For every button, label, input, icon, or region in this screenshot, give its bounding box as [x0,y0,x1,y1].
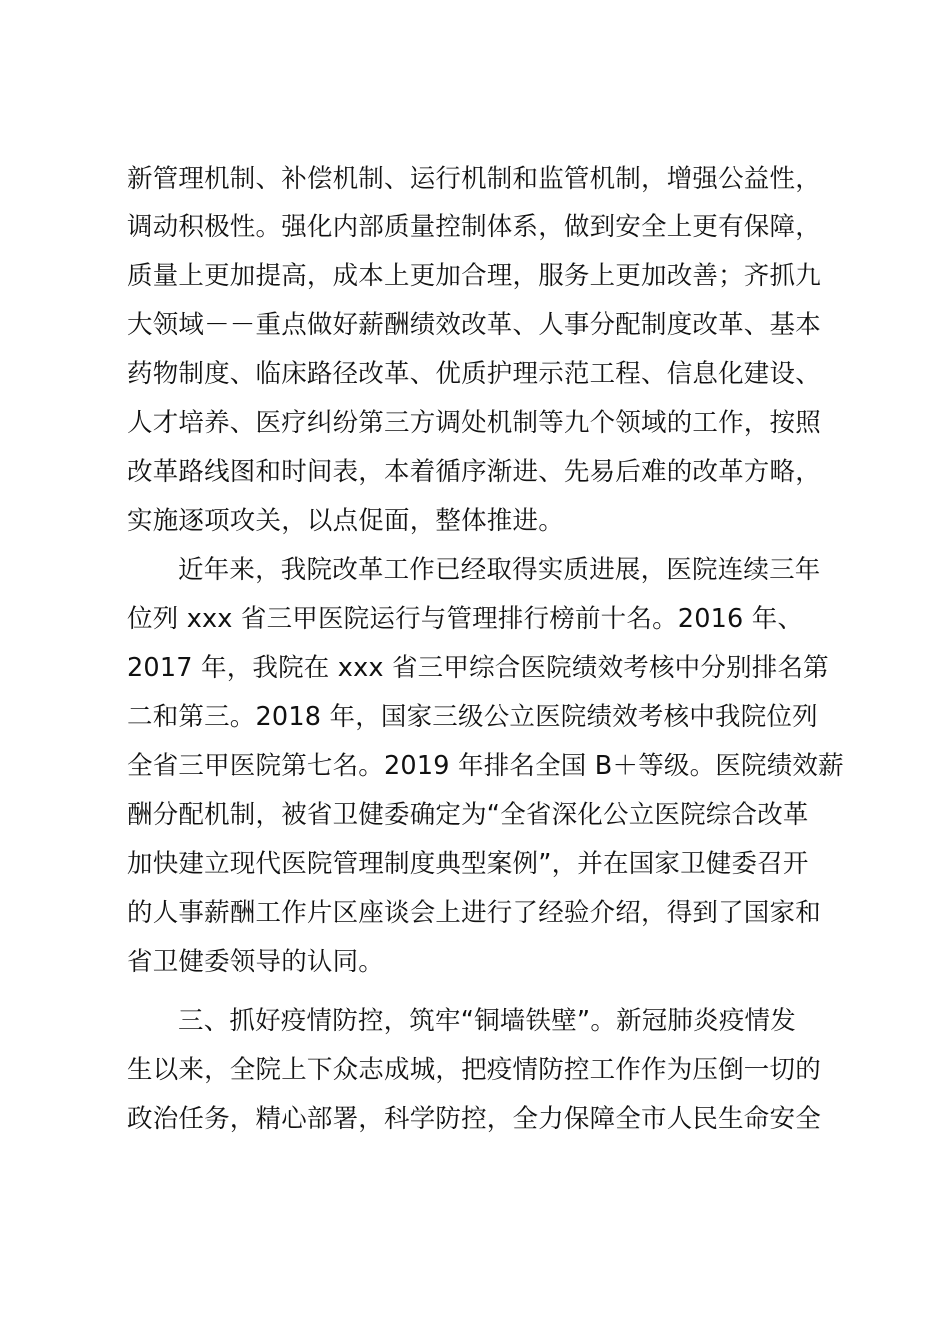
text-line: 政治任务，精心部署，科学防控，全力保障全市人民生命安全 [127,1104,821,1134]
text-line: 生以来，全院上下众志成城，把疫情防控工作作为压倒一切的 [127,1055,821,1085]
text-line: 的人事薪酬工作片区座谈会上进行了经验介绍，得到了国家和 [127,898,821,928]
paragraph-first-line: 近年来，我院改革工作已经取得实质进展，医院连续三年 [178,555,821,585]
text-line: 二和第三。2018 年，国家三级公立医院绩效考核中我院位列 [127,702,818,732]
text-line: 位列 xxx 省三甲医院运行与管理排行榜前十名。2016 年、 [127,604,804,634]
text-line: 人才培养、医疗纠纷第三方调处机制等九个领域的工作，按照 [127,408,821,438]
text-line: 改革路线图和时间表，本着循序渐进、先易后难的改革方略， [127,457,821,487]
text-line: 加快建立现代医院管理制度典型案例”，并在国家卫健委召开 [127,849,809,879]
text-line: 酬分配机制，被省卫健委确定为“全省深化公立医院综合改革 [127,800,809,830]
text-line: 调动积极性。强化内部质量控制体系，做到安全上更有保障， [127,212,821,242]
text-line: 新管理机制、补偿机制、运行机制和监管机制，增强公益性， [127,164,821,194]
text-line: 质量上更加提高，成本上更加合理，服务上更加改善；齐抓九 [127,261,821,291]
text-line: 实施逐项攻关，以点促面，整体推进。 [127,506,564,536]
text-line: 药物制度、临床路径改革、优质护理示范工程、信息化建设、 [127,359,821,389]
section-heading-line: 三、抓好疫情防控，筑牢“铜墙铁壁”。新冠肺炎疫情发 [178,1006,796,1036]
text-line: 全省三甲医院第七名。2019 年排名全国 B＋等级。医院绩效薪 [127,751,844,781]
text-line: 省卫健委领导的认同。 [127,947,385,977]
text-line: 2017 年，我院在 xxx 省三甲综合医院绩效考核中分别排名第 [127,653,829,683]
text-line: 大领域－－重点做好薪酬绩效改革、人事分配制度改革、基本 [127,310,821,340]
